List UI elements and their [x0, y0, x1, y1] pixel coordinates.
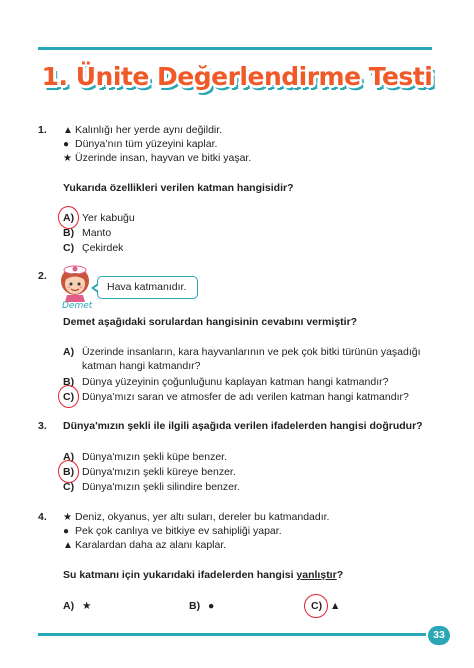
- star-icon: ★: [63, 153, 72, 164]
- option-label: A): [63, 346, 75, 358]
- answer-mark-circle: [302, 592, 329, 619]
- circle-icon: ●: [63, 526, 70, 537]
- option-label: C): [311, 600, 323, 612]
- option-text: Dünya'mızın şekli küreye benzer.: [82, 466, 236, 478]
- q2-option-b[interactable]: [63, 376, 388, 389]
- option-text: Dünya'mızın şekli küpe benzer.: [82, 451, 227, 463]
- triangle-icon: ▲: [63, 540, 73, 551]
- option-text: Dünya’mızı saran ve atmosfer de adı verilen katman hangi katmandır?: [82, 391, 409, 403]
- option-label: C): [63, 242, 75, 254]
- q4-statement-2: [63, 525, 282, 538]
- q3-option-c[interactable]: [63, 481, 240, 494]
- q1-option-c[interactable]: [63, 242, 123, 255]
- triangle-icon: ▲: [330, 600, 341, 612]
- option-text: Yer kabuğu: [82, 212, 135, 224]
- statement-text: Kalınlığı her yerde aynı değildir.: [75, 124, 223, 136]
- option-label: C): [63, 481, 75, 493]
- q4-option-b[interactable]: [189, 600, 214, 613]
- statement-text: Üzerinde insan, hayvan ve bitki yaşar.: [75, 152, 252, 164]
- option-label: B): [63, 227, 75, 239]
- q2-option-a[interactable]: [63, 346, 421, 359]
- q1-statement-1: [63, 124, 222, 137]
- option-label: A): [63, 451, 75, 463]
- circle-icon: ●: [208, 600, 215, 612]
- statement-text: Karalardan daha az alanı kaplar.: [75, 539, 227, 551]
- option-text: Dünya yüzeyinin çoğunluğunu kaplayan katman hangi katmandır?: [82, 376, 389, 388]
- q3-option-b[interactable]: [63, 466, 236, 479]
- q4-option-a[interactable]: [63, 600, 91, 613]
- girl-avatar-icon: [58, 264, 92, 302]
- q2-option-c[interactable]: [63, 391, 409, 404]
- question-4-number: 4.: [38, 511, 47, 523]
- option-text: Dünya'mızın şekli silindire benzer.: [82, 481, 240, 493]
- q3-option-a[interactable]: [63, 451, 227, 464]
- statement-text: Dünya’nın tüm yüzeyini kaplar.: [75, 138, 218, 150]
- star-icon: ★: [63, 512, 72, 523]
- page-number-badge: 33: [428, 626, 450, 645]
- option-text: Manto: [82, 227, 112, 239]
- q4-statement-3: [63, 539, 226, 552]
- underlined-word: yanlıştır: [296, 569, 337, 581]
- q4-question: [63, 569, 343, 582]
- option-label: B): [63, 376, 75, 388]
- q4-statement-1: [63, 511, 329, 524]
- q3-question: Dünya'mızın şekli ile ilgili aşağıda verilen ifadelerden hangisi doğrudur?: [63, 420, 423, 432]
- question-mark: ?: [336, 569, 344, 581]
- page-title: 1. Ünite Değerlendirme Testi: [41, 62, 433, 91]
- option-label: C): [63, 391, 75, 403]
- option-label: A): [63, 212, 75, 224]
- speech-bubble: Hava katmanıdır.: [97, 276, 198, 299]
- option-label: A): [63, 600, 75, 612]
- statement-text: Pek çok canlıya ve bitkiye ev sahipliği yapar.: [75, 525, 282, 537]
- question-3-number: 3.: [38, 420, 47, 432]
- q1-statement-2: [63, 138, 217, 151]
- q1-question: Yukarıda özellikleri verilen katman hangisidir?: [63, 182, 294, 194]
- option-label: B): [189, 600, 201, 612]
- option-label: B): [63, 466, 75, 478]
- bottom-divider: [38, 633, 426, 636]
- statement-text: Deniz, okyanus, yer altı suları, dereler bu katmandadır.: [75, 511, 330, 523]
- q2-option-a-continued: katman hangi katmandır?: [82, 360, 201, 372]
- q2-question: Demet aşağıdaki sorulardan hangisinin cevabını vermiştir?: [63, 316, 358, 328]
- star-icon: ★: [82, 600, 92, 612]
- circle-icon: ●: [63, 139, 70, 150]
- top-divider: [38, 47, 432, 50]
- question-text: Su katmanı için yukarıdaki ifadelerden hangisi: [63, 569, 297, 581]
- question-1-number: 1.: [38, 124, 47, 136]
- option-text: Üzerinde insanların, kara hayvanlarının ve pek çok bitki türünün yaşadığı: [82, 346, 421, 358]
- question-2-number: 2.: [38, 270, 47, 282]
- speaker-name: Demet: [62, 301, 93, 311]
- q1-statement-3: [63, 152, 251, 165]
- option-text: Çekirdek: [82, 242, 124, 254]
- triangle-icon: ▲: [63, 125, 73, 136]
- speech-bubble-tail-inner: [94, 285, 99, 291]
- q1-option-b[interactable]: [63, 227, 111, 240]
